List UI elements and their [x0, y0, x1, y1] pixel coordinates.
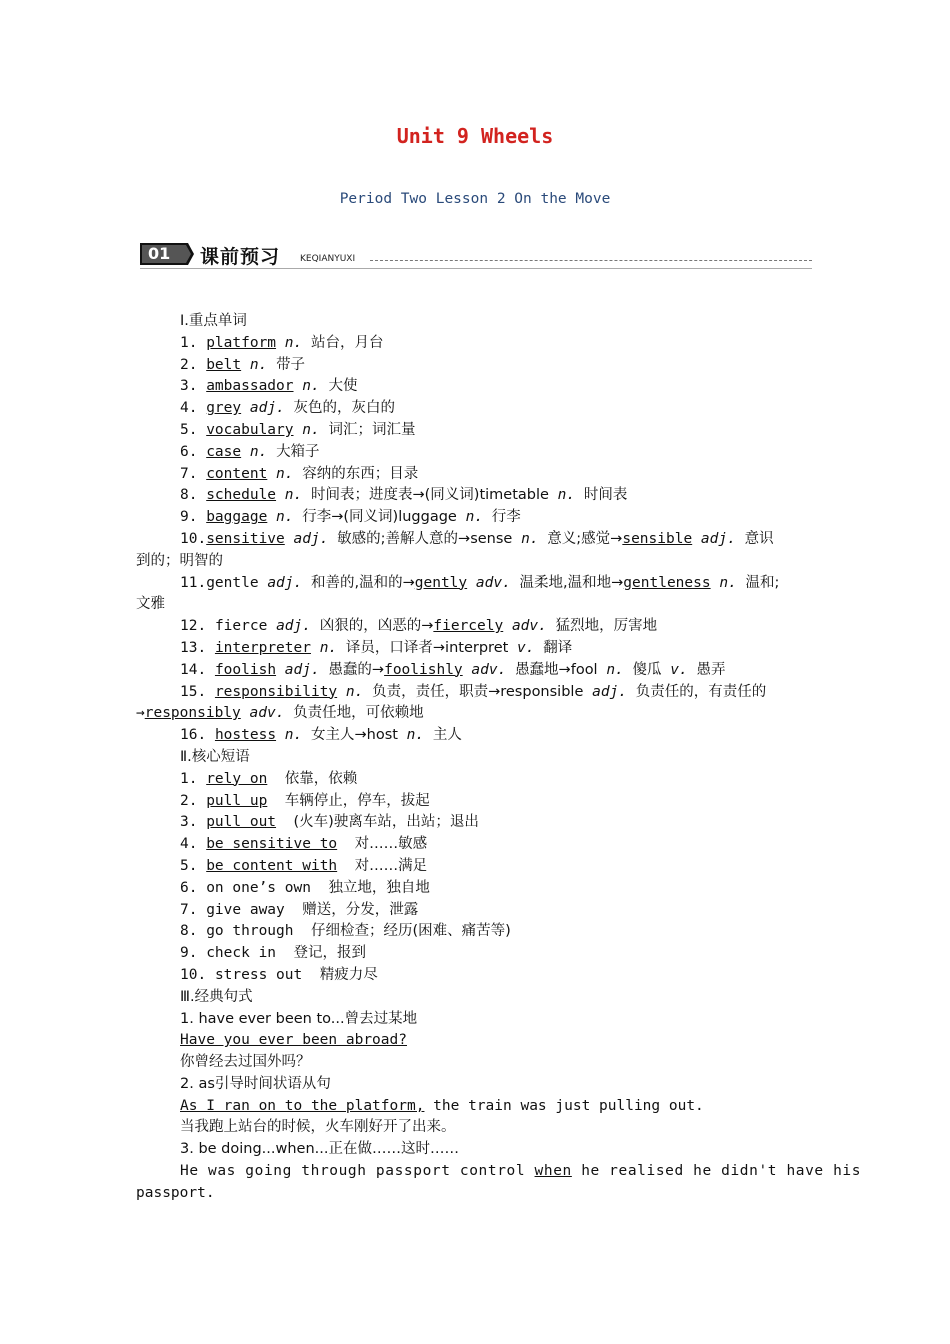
section-heading: Ⅲ.经典句式 — [180, 988, 253, 1005]
example-sentence: As I ran on to the platform, the train was just pulling out. — [180, 1097, 704, 1114]
document-body — [136, 311, 862, 1205]
list-item: 9. baggage n. 行李→(同义词)luggage n. 行李 — [180, 509, 521, 526]
phrase-item: 7. give away 赠送，分发，泄露 — [180, 901, 419, 918]
list-item: 8. schedule n. 时间表；进度表→(同义词)timetable n. 时间表 — [180, 487, 628, 504]
section-heading: Ⅱ.核心短语 — [180, 748, 250, 765]
example-sentence: He was going through passport control when he realised he didn't have his — [180, 1163, 862, 1180]
example-translation: 当我跑上站台的时候，火车刚好开了出来。 — [180, 1119, 456, 1136]
banner-divider — [370, 260, 812, 261]
phrase-item: 1. rely on 依靠，依赖 — [180, 770, 358, 787]
list-item: 4. grey adj. 灰色的，灰白的 — [180, 400, 396, 417]
list-item: 14. foolish adj. 愚蠢的→foolishly adv. 愚蠢地→fool n. 傻瓜 v. 愚弄 — [180, 661, 726, 678]
list-item: 3. ambassador n. 大使 — [180, 378, 358, 395]
section-banner — [140, 241, 812, 271]
phrase-item: 9. check in 登记，报到 — [180, 945, 367, 962]
list-item: 13. interpreter n. 译员，口译者→interpret v. 翻译 — [180, 639, 573, 656]
example-translation: 你曾经去过国外吗？ — [180, 1054, 311, 1071]
phrase-item: 6. on one’s own 独立地，独自地 — [180, 879, 430, 896]
section-heading: Ⅰ.重点单词 — [180, 313, 247, 329]
phrase-item: 5. be content with 对……满足 — [180, 857, 428, 874]
phrase-item: 2. pull up 车辆停止，停车，拔起 — [180, 792, 430, 809]
page-subtitle: Period Two Lesson 2 On the Move — [339, 191, 611, 207]
banner-title: 课前预习 — [200, 246, 281, 268]
badge-number: 01 — [148, 244, 171, 263]
list-item-continuation: 到的；明智的 — [136, 552, 223, 569]
example-sentence-continuation: passport. — [136, 1184, 215, 1201]
list-item-continuation: →responsibly adv. 负责任地，可依赖地 — [136, 705, 424, 722]
list-item: 6. case n. 大箱子 — [180, 443, 320, 460]
list-item: 2. belt n. 带子 — [180, 356, 306, 373]
phrase-item: 3. pull out (火车)驶离车站，出站；退出 — [180, 814, 479, 831]
list-item-continuation: 文雅 — [136, 596, 165, 613]
phrase-item: 4. be sensitive to 对……敏感 — [180, 836, 428, 853]
list-item: 16. hostess n. 女主人→host n. 主人 — [180, 727, 462, 744]
page-title: Unit 9 Wheels — [396, 124, 554, 148]
list-item: 11.gentle adj. 和善的,温和的→gently adv. 温柔地,温和地→gentleness n. 温和; — [180, 574, 780, 591]
phrase-item: 10. stress out 精疲力尽 — [180, 966, 378, 983]
example-sentence: Have you ever been abroad? — [180, 1032, 407, 1049]
phrase-item: 8. go through 仔细检查；经历(困难、痛苦等) — [180, 923, 511, 940]
list-item: 10.sensitive adj. 敏感的;善解人意的→sense n. 意义;感觉→sensible adj. 意识 — [180, 530, 774, 547]
sentence-pattern: 2. as引导时间状语从句 — [180, 1075, 331, 1092]
list-item: 5. vocabulary n. 词汇；词汇量 — [180, 421, 416, 438]
banner-underline — [140, 268, 812, 269]
banner-subtitle: KEQIANYUXI — [300, 254, 356, 264]
list-item: 7. content n. 容纳的东西；目录 — [180, 465, 419, 482]
sentence-pattern: 1. have ever been to...曾去过某地 — [180, 1010, 418, 1027]
sentence-pattern: 3. be doing...when...正在做……这时…… — [180, 1141, 459, 1158]
list-item: 1. platform n. 站台，月台 — [180, 334, 384, 351]
list-item: 12. fierce adj. 凶狠的，凶恶的→fiercely adv. 猛烈地，厉害地 — [180, 618, 658, 635]
list-item: 15. responsibility n. 负责，责任，职责→responsible adj. 负责任的，有责任的 — [180, 683, 767, 700]
